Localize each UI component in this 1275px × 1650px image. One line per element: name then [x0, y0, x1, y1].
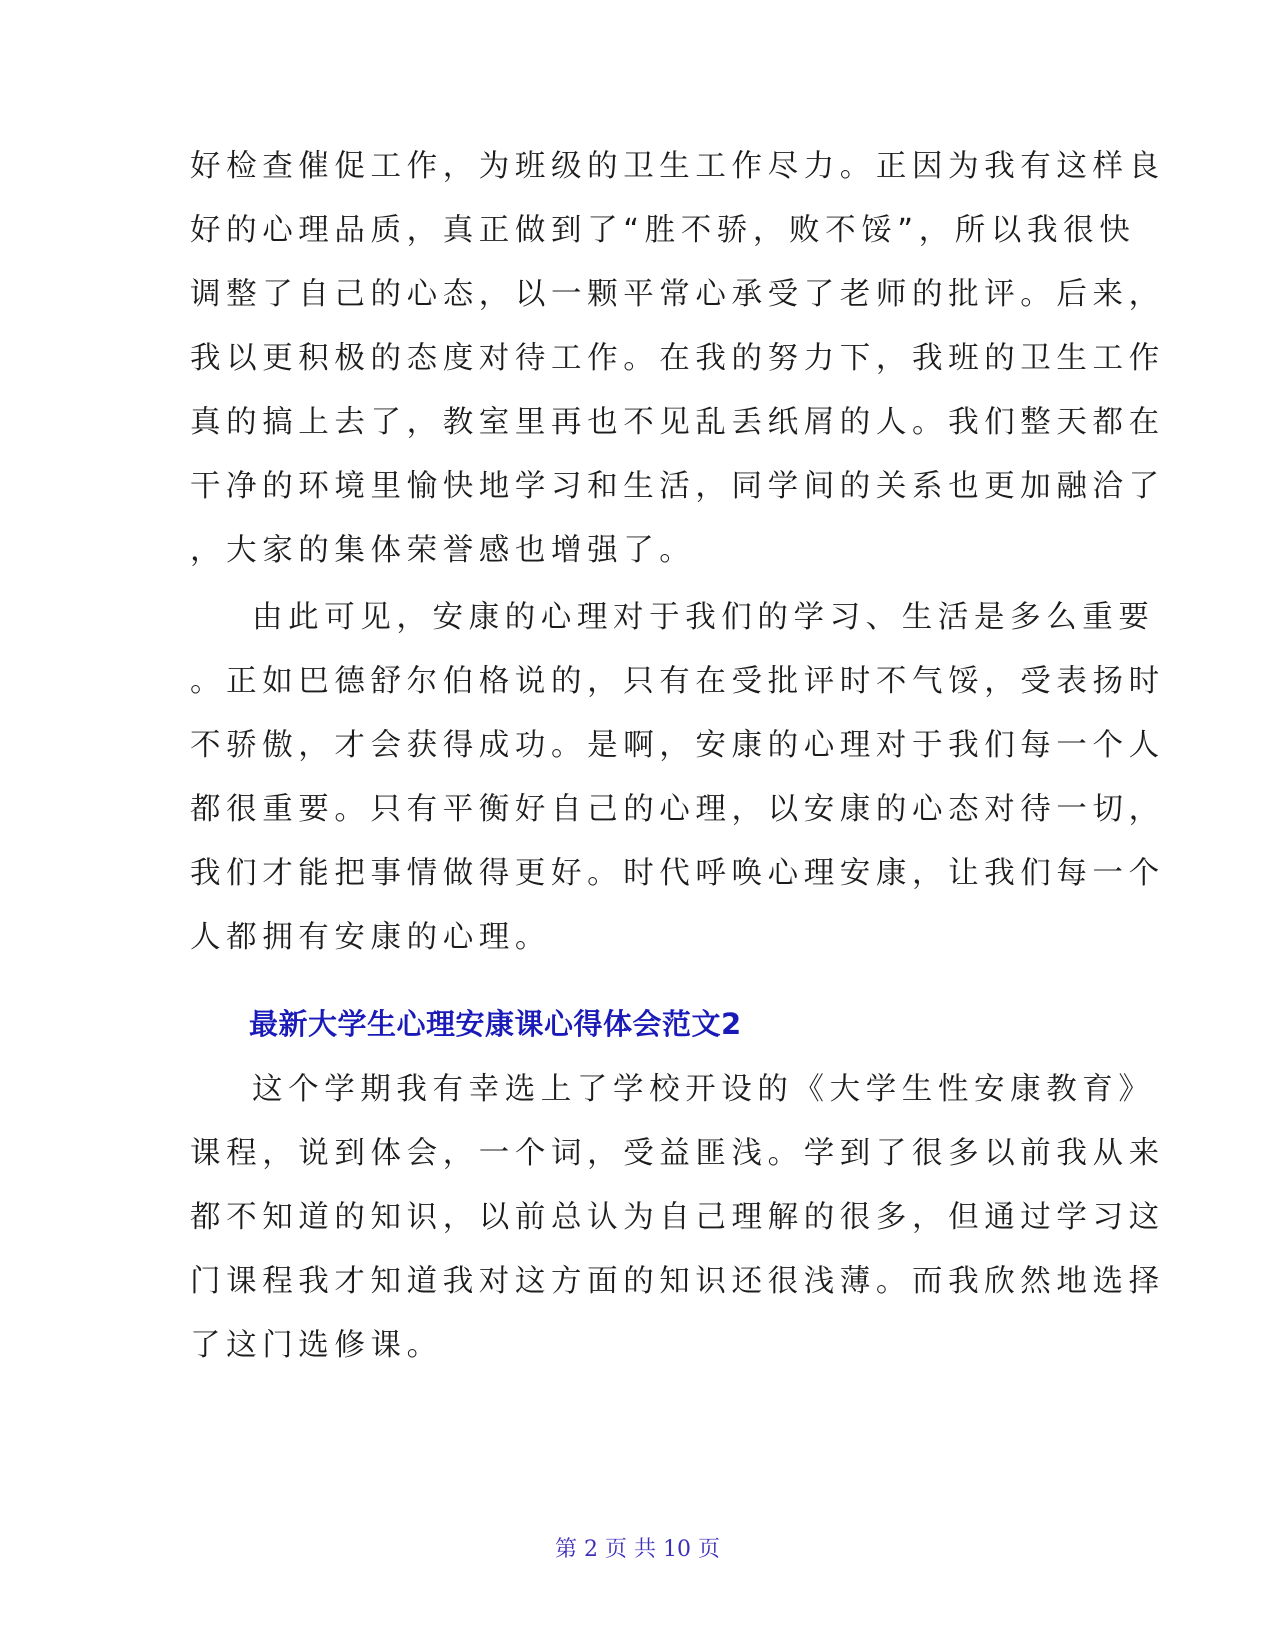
- paragraph-line: 干净的环境里愉快地学习和生活，同学间的关系也更加融洽了: [190, 469, 1165, 504]
- page-number: 第 2 页 共 10 页: [555, 1537, 720, 1562]
- paragraph-line: 了这门选修课。: [190, 1328, 443, 1363]
- paragraph-line: 调整了自己的心态，以一颗平常心承受了老师的批评。后来，: [190, 277, 1165, 312]
- paragraph-line: 。正如巴德舒尔伯格说的，只有在受批评时不气馁，受表扬时: [190, 664, 1165, 699]
- paragraph-line: 不骄傲，才会获得成功。是啊，安康的心理对于我们每一个人: [190, 728, 1165, 763]
- paragraph-line: 好检查催促工作，为班级的卫生工作尽力。正因为我有这样良: [190, 149, 1165, 184]
- paragraph-line: 人都拥有安康的心理。: [190, 920, 551, 955]
- paragraph-line: 都很重要。只有平衡好自己的心理，以安康的心态对待一切，: [190, 792, 1165, 827]
- paragraph-line: 我以更积极的态度对待工作。在我的努力下，我班的卫生工作: [190, 341, 1165, 376]
- paragraph-line: 好的心理品质，真正做到了“胜不骄，败不馁”，所以我很快: [190, 213, 1136, 248]
- paragraph-line: 我们才能把事情做得更好。时代呼唤心理安康，让我们每一个: [190, 856, 1165, 891]
- paragraph-line: 课程，说到体会，一个词，受益匪浅。学到了很多以前我从来: [190, 1136, 1165, 1171]
- section-heading: 最新大学生心理安康课心得体会范文2: [249, 1007, 742, 1041]
- paragraph-line: 都不知道的知识，以前总认为自己理解的很多，但通过学习这: [190, 1200, 1165, 1235]
- paragraph-line: 门课程我才知道我对这方面的知识还很浅薄。而我欣然地选择: [190, 1264, 1165, 1299]
- paragraph-line: 这个学期我有幸选上了学校开设的《大学生性安康教育》: [252, 1072, 1155, 1107]
- paragraph-line: 真的搞上去了，教室里再也不见乱丢纸屑的人。我们整天都在: [190, 405, 1165, 440]
- paragraph-line: ，大家的集体荣誉感也增强了。: [190, 533, 696, 568]
- paragraph-line: 由此可见，安康的心理对于我们的学习、生活是多么重要: [252, 600, 1155, 635]
